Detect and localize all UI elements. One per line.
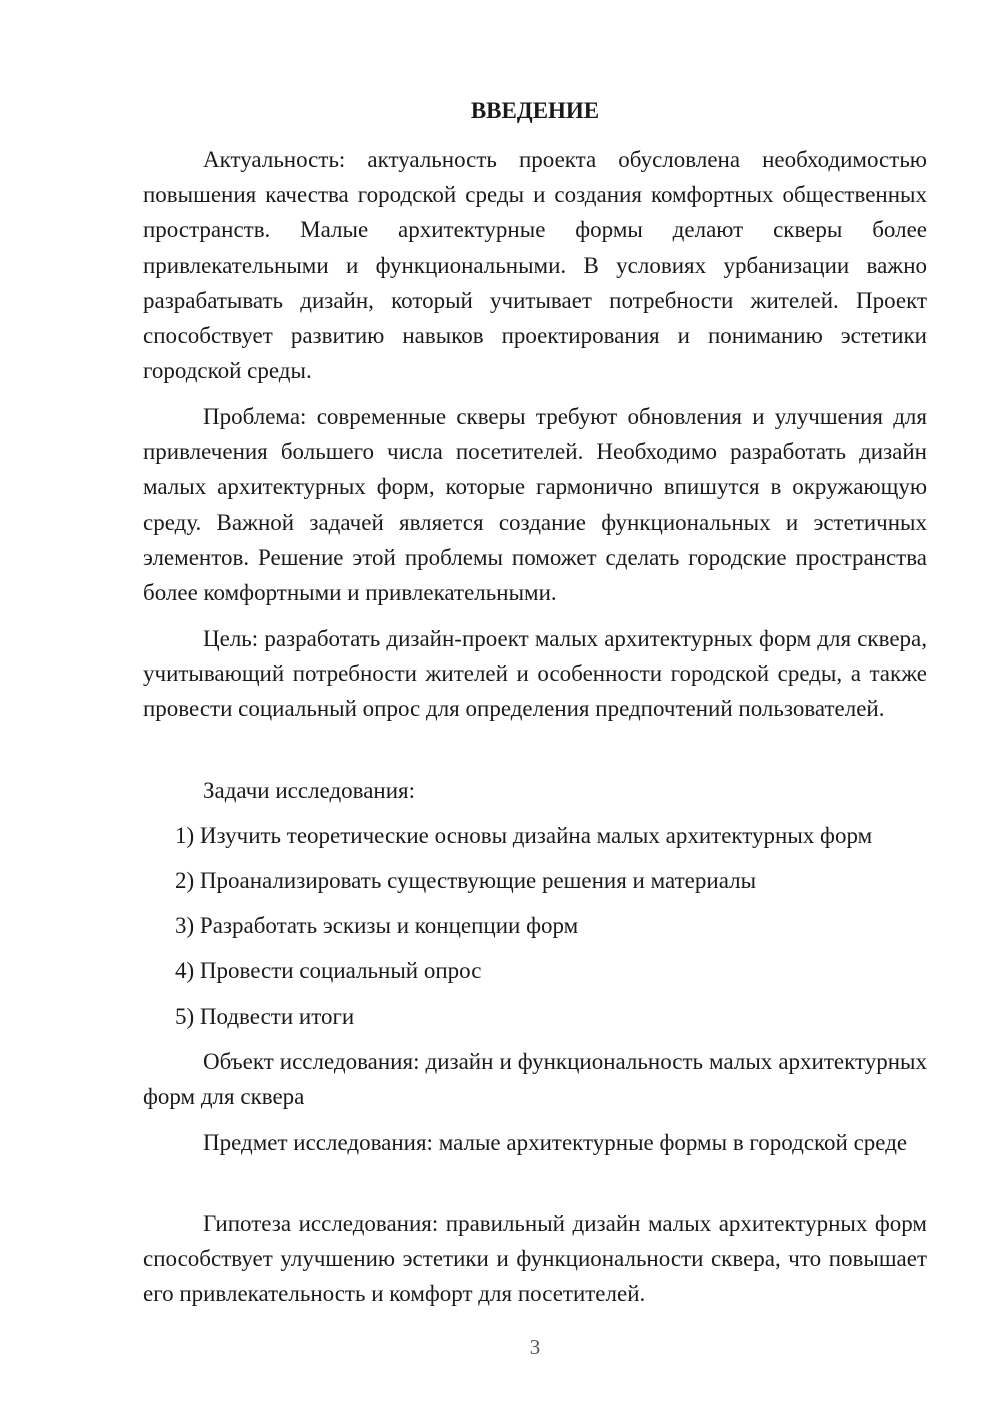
paragraph-relevance: Актуальность: актуальность проекта обусловлена необходимостью повышения качества городской среды и создания комфортных общественных пространств. Малые архитектурные формы делают скверы более привлекательными и функциональными. В условиях урбанизации важно разрабатывать дизайн, который учитывает потребности жителей. Проект способствует развитию навыков проектирования и пониманию эстетики городской среды. (143, 147, 927, 384)
list-item: 3) Разработать эскизы и концепции форм (175, 913, 579, 938)
list-item: 5) Подвести итоги (175, 1004, 355, 1029)
tasks-heading: Задачи исследования: (203, 778, 416, 803)
paragraph-subject: Предмет исследования: малые архитектурные формы в городской среде (203, 1130, 908, 1155)
paragraph-hypothesis: Гипотеза исследования: правильный дизайн малых архитектурных форм способствует улучшению эстетики и функциональности сквера, что повышает его привлекательность и комфорт для посетителей. (143, 1211, 927, 1307)
paragraph-goal: Цель: разработать дизайн-проект малых архитектурных форм для сквера, учитывающий потребности жителей и особенности городской среды, а также провести социальный опрос для определения предпочтений пользователей. (143, 626, 927, 722)
list-item: 2) Проанализировать существующие решения и материалы (175, 868, 757, 893)
paragraph-object: Объект исследования: дизайн и функциональность малых архитектурных форм для сквера (143, 1049, 927, 1110)
paragraph-problem: Проблема: современные скверы требуют обновления и улучшения для привлечения большего числа посетителей. Необходимо разработать дизайн малых архитектурных форм, которые гармонично впишутся в окружающую среду. Важной задачей является создание функциональных и эстетичных элементов. Решение этой проблемы поможет сделать городские пространства более комфортными и привлекательными. (143, 404, 927, 606)
page-title: ВВЕДЕНИЕ (470, 98, 600, 123)
page-number: 3 (529, 1335, 541, 1359)
list-item: 1) Изучить теоретические основы дизайна малых архитектурных форм (175, 823, 873, 848)
list-item: 4) Провести социальный опрос (175, 958, 482, 983)
document-page (143, 0, 927, 1414)
